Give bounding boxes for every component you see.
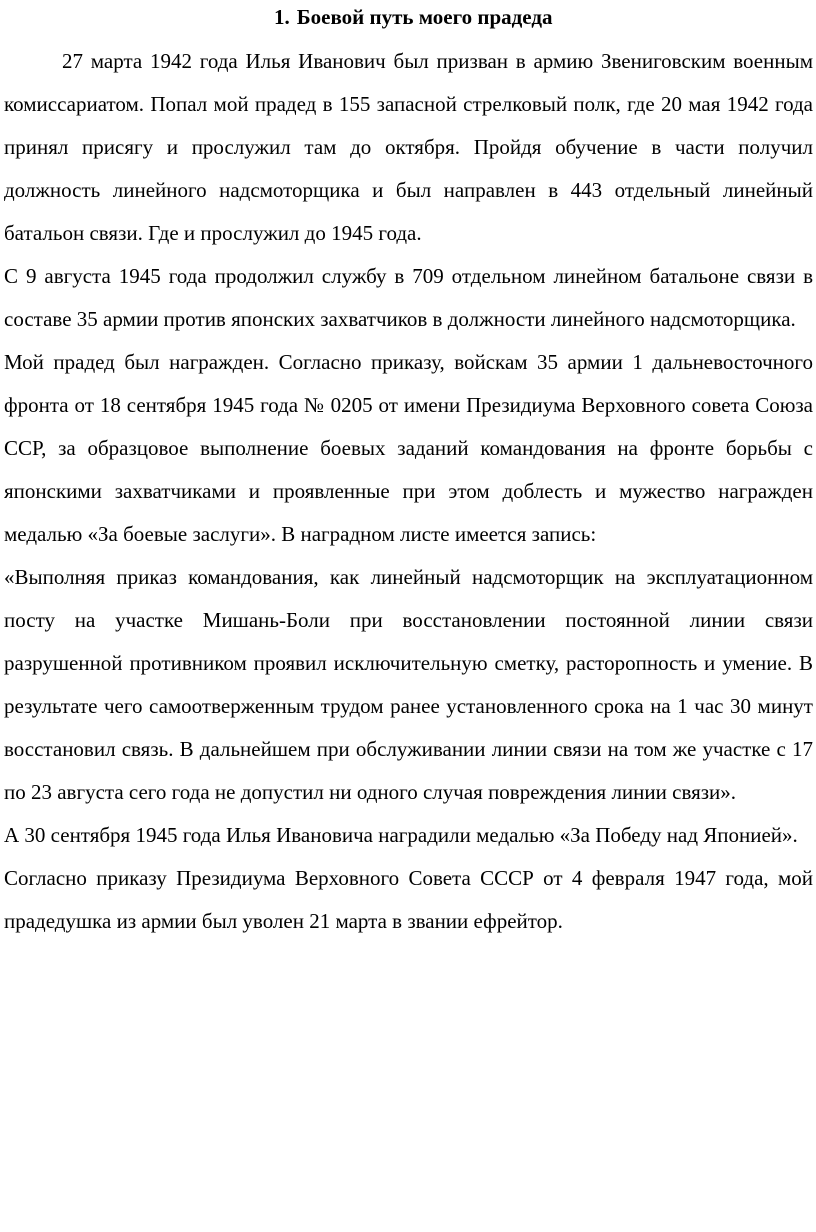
heading-text: Боевой путь моего прадеда [296,5,553,29]
paragraph-august-1945: С 9 августа 1945 года продолжил службу в 709 отдельном линейном батальоне связи в составе 35 армии против японских захватчиков в должности линейного надсмоторщика. [4,264,813,331]
paragraph-award-citation: «Выполняя приказ командования, как линейный надсмоторщик на эксплуатационном посту на участке Мишань-Боли при восстановлении постоянной линии связи разрушенной противником проявил исключительную сметку, расторопность и умение. В результате чего самоотверженным трудом ранее установленного срока на 1 час 30 минут восстановил связь. В дальнейшем при обслуживании линии связи на том же участке с 17 по 23 августа сего года не допустил ни одного случая повреждения линии связи». [4,565,813,804]
heading-number: 1. [274,5,290,29]
paragraph-conscription: 27 марта 1942 года Илья Иванович был призван в армию Звениговским военным комиссариатом. Попал мой прадед в 155 запасной стрелковый полк, где 20 мая 1942 года принял присягу и прослужил там до октября. Пройдя обучение в части получил должность линейного надсмоторщика и был направлен в 443 отдельный линейный батальон связи. Где и прослужил до 1945 года. [4,49,813,245]
paragraph-victory-medal: А 30 сентября 1945 года Илья Ивановича наградили медалью «За Победу над Японией». [4,823,798,847]
paragraph-award: Мой прадед был награжден. Согласно приказу, войскам 35 армии 1 дальневосточного фронта от 18 сентября 1945 года № 0205 от имени Президиума Верховного совета Союза ССР, за образцовое выполнение боевых заданий командования на фронте борьбы с японскими захватчиками и проявленные при этом доблесть и мужество награжден медалью «За боевые заслуги». В наградном листе имеется запись: [4,350,813,546]
section-heading [274,4,552,30]
paragraph-discharge: Согласно приказу Президиума Верховного Совета СССР от 4 февраля 1947 года, мой прадедушка из армии был уволен 21 марта в звании ефрейтор. [4,866,813,933]
document-body [4,40,813,943]
